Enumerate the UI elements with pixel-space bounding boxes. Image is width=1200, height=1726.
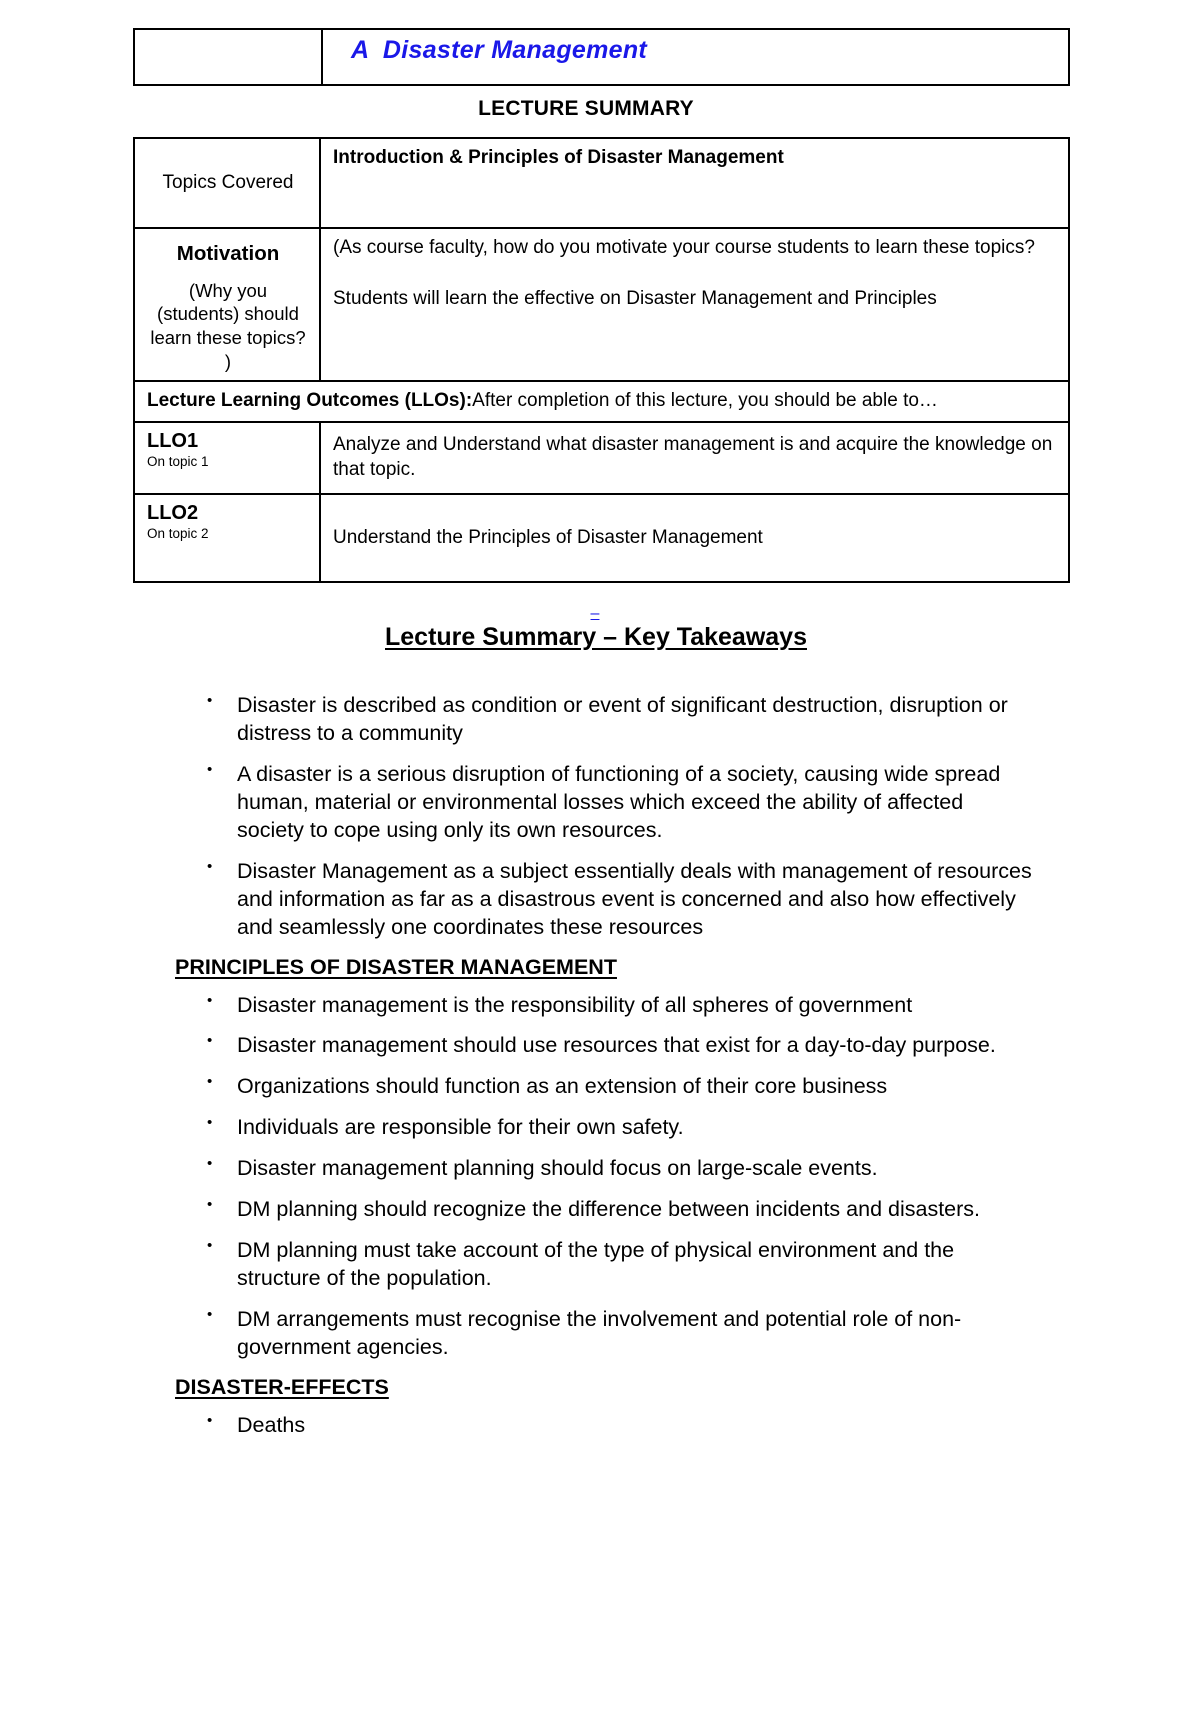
llo-header-rest: After completion of this lecture, you should be able to…: [472, 390, 938, 412]
llo-header-bold: Lecture Learning Outcomes (LLOs):: [147, 390, 473, 412]
disaster-effects-heading-text: DISASTER-EFFECTS: [175, 1374, 389, 1399]
document-title-table: [133, 28, 1070, 86]
body-content: [175, 692, 1035, 1440]
list-item: • Disaster management planning should focus on large-scale events.: [175, 1155, 1035, 1183]
list-item: • DM planning must take account of the type of physical environment and the structure of the population.: [175, 1237, 1035, 1293]
llo2-key: LLO2: [147, 502, 199, 525]
motivation-sublabel: (Why you (students) should learn these topics? ): [150, 279, 306, 372]
llo1-topic: On topic 1: [147, 454, 209, 470]
motivation-label-cell: [134, 228, 320, 381]
llo1-text: Analyze and Understand what disaster management is and acquire the knowledge on that topic.: [320, 422, 1069, 494]
table-row-llo-header: [134, 381, 1069, 422]
blue-dash-marker: [0, 603, 1200, 623]
table-row-llo2: [134, 494, 1069, 582]
motivation-value-cell: [320, 228, 1069, 381]
table-row-topics-covered: [134, 138, 1069, 228]
principles-list: [175, 992, 1035, 1362]
list-item: • Organizations should function as an extension of their core business: [175, 1073, 1035, 1101]
motivation-answer: Students will learn the effective on Disaster Management and Principles: [333, 287, 937, 309]
lecture-summary-caption: LECTURE SUMMARY: [478, 97, 694, 120]
title-text-cell: [322, 29, 1069, 85]
disaster-effects-list: [175, 1412, 1035, 1440]
llo2-text: Understand the Principles of Disaster Management: [320, 494, 1069, 582]
title-row: [134, 29, 1069, 85]
motivation-title: Motivation: [176, 242, 280, 265]
key-takeaways-list: [175, 692, 1035, 942]
topics-covered-value: Introduction & Principles of Disaster Management: [320, 138, 1069, 228]
motivation-prompt: (As course faculty, how do you motivate your course students to learn these topics?: [333, 237, 1035, 258]
key-takeaways-heading: [0, 623, 1200, 652]
page-title: A Disaster Management: [351, 36, 648, 64]
document-page: [0, 28, 1200, 1726]
llo2-key-cell: [134, 494, 320, 582]
list-item: • Disaster management should use resources that exist for a day-to-day purpose.: [175, 1032, 1035, 1060]
lecture-summary-table: [133, 137, 1070, 583]
table-row-llo1: [134, 422, 1069, 494]
list-item: • Individuals are responsible for their own safety.: [175, 1114, 1035, 1142]
disaster-effects-heading: [175, 1375, 1035, 1400]
list-item: • Deaths: [175, 1412, 1035, 1440]
blue-dash-glyph: –: [590, 605, 600, 623]
table-row-motivation: [134, 228, 1069, 381]
title-empty-cell: [134, 29, 322, 85]
list-item: • Disaster management is the responsibility of all spheres of government: [175, 992, 1035, 1020]
list-item: • A disaster is a serious disruption of functioning of a society, causing wide spread human, material or environmental losses which exceed the ability of affected society to cope using only its own resources.: [175, 761, 1035, 845]
list-item: • Disaster Management as a subject essentially deals with management of resources and information as far as a disastrous event is concerned and also how effectively and seamlessly one coordinates these resources: [175, 858, 1035, 942]
llo-header-cell: [134, 381, 1069, 422]
llo1-key-cell: [134, 422, 320, 494]
list-item: • DM arrangements must recognise the involvement and potential role of non- government agencies.: [175, 1306, 1035, 1362]
llo1-key: LLO1: [147, 430, 199, 453]
key-takeaways-heading-text: Lecture Summary – Key Takeaways: [385, 623, 807, 652]
topics-covered-label: Topics Covered: [134, 138, 320, 228]
principles-heading-text: PRINCIPLES OF DISASTER MANAGEMENT: [175, 954, 617, 979]
llo2-topic: On topic 2: [147, 526, 209, 542]
principles-heading: [175, 955, 1035, 980]
list-item: • DM planning should recognize the difference between incidents and disasters.: [175, 1196, 1035, 1224]
list-item: • Disaster is described as condition or event of significant destruction, disruption or distress to a community: [175, 692, 1035, 748]
